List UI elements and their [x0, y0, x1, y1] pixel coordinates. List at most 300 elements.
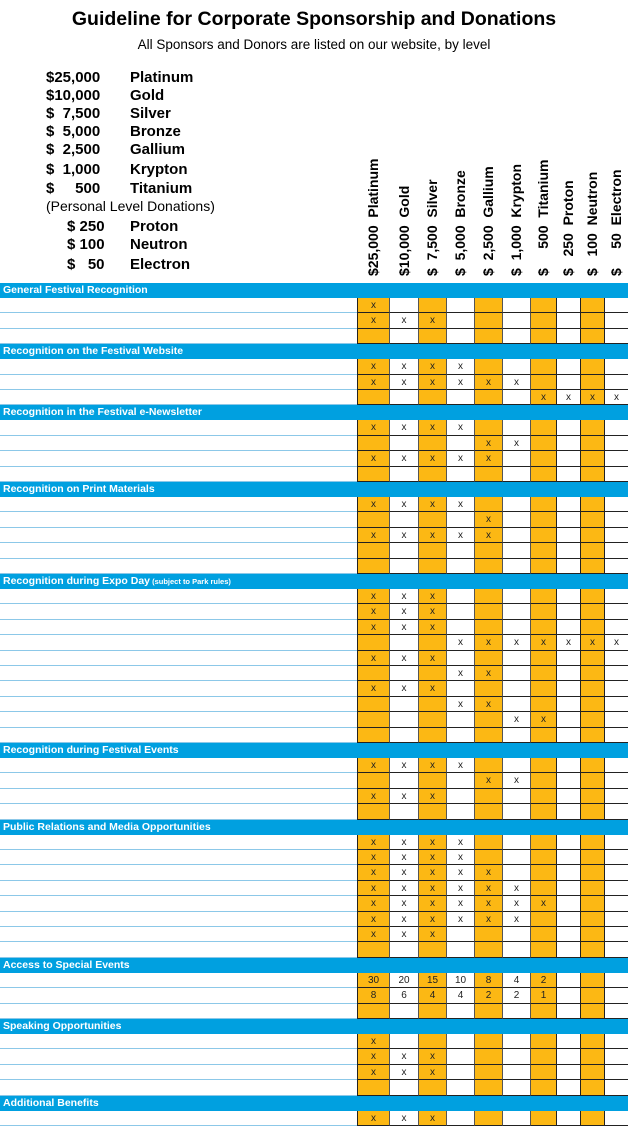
- table-cell: [357, 651, 389, 666]
- table-cell: [389, 773, 418, 788]
- table-cell: [446, 528, 474, 543]
- benefit-mark: x: [401, 882, 407, 894]
- table-cell: [418, 528, 446, 543]
- table-cell: [446, 865, 474, 880]
- table-cell: [357, 697, 389, 712]
- row-divider: [0, 772, 357, 773]
- table-cell: [502, 804, 530, 819]
- benefit-mark: x: [458, 836, 463, 848]
- table-cell: [580, 942, 604, 957]
- table-cell: [604, 988, 628, 1003]
- table-cell: [556, 728, 580, 743]
- table-cell: [604, 728, 628, 743]
- table-cell: [580, 620, 604, 635]
- table-cell: [357, 313, 389, 328]
- table-cell: [474, 666, 502, 681]
- row-divider: [0, 1079, 357, 1080]
- table-cell: [446, 666, 474, 681]
- table-cell: [474, 451, 502, 466]
- benefit-mark: x: [514, 437, 519, 449]
- table-cell: [556, 1049, 580, 1064]
- table-cell: [580, 451, 604, 466]
- table-cell: [389, 881, 418, 896]
- level-amount: $ 100: [67, 236, 105, 253]
- table-cell: [556, 1080, 580, 1095]
- benefit-mark: 4: [513, 974, 520, 986]
- table-cell: [418, 896, 446, 911]
- table-cell: [474, 1065, 502, 1080]
- table-cell: [446, 1004, 474, 1019]
- table-cell: [556, 436, 580, 451]
- benefit-mark: x: [514, 898, 519, 910]
- table-cell: [530, 666, 556, 681]
- row-divider: [0, 511, 357, 512]
- table-cell: [357, 420, 389, 435]
- table-cell: [357, 559, 389, 574]
- table-cell: [389, 728, 418, 743]
- table-cell: [556, 927, 580, 942]
- row-divider: [0, 788, 357, 789]
- benefit-mark: x: [371, 1036, 376, 1047]
- table-cell: [530, 773, 556, 788]
- table-cell: [418, 881, 446, 896]
- table-cell: [474, 697, 502, 712]
- table-cell: [357, 1080, 389, 1095]
- table-cell: [357, 543, 389, 558]
- table-cell: [530, 298, 556, 313]
- benefit-mark: x: [401, 621, 407, 633]
- table-cell: [556, 298, 580, 313]
- table-cell: [389, 390, 418, 405]
- table-cell: [446, 789, 474, 804]
- section-title: Recognition during Expo Day: [3, 575, 151, 587]
- table-cell: [474, 559, 502, 574]
- table-cell: [604, 543, 628, 558]
- table-cell: [604, 497, 628, 512]
- table-cell: [556, 451, 580, 466]
- table-cell: [389, 635, 418, 650]
- table-cell: [604, 298, 628, 313]
- table-cell: [446, 512, 474, 527]
- table-cell: [580, 697, 604, 712]
- table-cell: [556, 1004, 580, 1019]
- table-cell: [389, 543, 418, 558]
- benefit-mark: x: [401, 867, 407, 879]
- benefit-mark: x: [486, 882, 491, 894]
- table-cell: [446, 973, 474, 988]
- table-cell: [530, 927, 556, 942]
- table-cell: [530, 620, 556, 635]
- table-cell: [604, 467, 628, 482]
- benefit-mark: x: [590, 637, 595, 649]
- table-cell: [530, 420, 556, 435]
- benefit-mark: x: [371, 591, 376, 602]
- table-cell: [418, 512, 446, 527]
- table-cell: [580, 728, 604, 743]
- table-cell: [604, 528, 628, 543]
- section-header: [0, 958, 628, 973]
- table-cell: [580, 666, 604, 681]
- table-cell: [474, 436, 502, 451]
- table-cell: [556, 896, 580, 911]
- table-cell: [502, 313, 530, 328]
- table-cell: [357, 927, 389, 942]
- row-divider: [0, 542, 357, 543]
- benefit-mark: 4: [429, 990, 436, 1002]
- benefit-mark: x: [430, 913, 435, 925]
- benefit-mark: x: [371, 760, 376, 771]
- benefit-mark: x: [401, 376, 407, 388]
- table-cell: [418, 728, 446, 743]
- table-cell: [389, 329, 418, 344]
- benefit-mark: x: [458, 361, 463, 373]
- table-cell: [502, 329, 530, 344]
- benefit-mark: x: [430, 760, 435, 771]
- table-cell: [580, 436, 604, 451]
- column-header: $ 100 Neutron: [584, 171, 600, 276]
- table-cell: [418, 773, 446, 788]
- table-cell: [418, 988, 446, 1003]
- table-cell: [604, 835, 628, 850]
- benefit-mark: x: [371, 898, 376, 910]
- table-cell: [530, 835, 556, 850]
- table-cell: [389, 497, 418, 512]
- benefit-mark: x: [458, 668, 463, 679]
- table-cell: [502, 681, 530, 696]
- page-title: Guideline for Corporate Sponsorship and Donations: [71, 8, 557, 30]
- table-cell: [446, 1111, 474, 1126]
- table-cell: [357, 712, 389, 727]
- table-cell: [418, 1034, 446, 1049]
- table-cell: [446, 467, 474, 482]
- table-cell: [418, 1080, 446, 1095]
- table-cell: [530, 1065, 556, 1080]
- benefit-mark: x: [486, 529, 491, 541]
- table-cell: [357, 758, 389, 773]
- table-cell: [530, 543, 556, 558]
- table-cell: [418, 865, 446, 880]
- table-cell: [502, 651, 530, 666]
- table-cell: [604, 712, 628, 727]
- table-cell: [389, 359, 418, 374]
- benefit-mark: x: [430, 529, 435, 541]
- table-cell: [502, 758, 530, 773]
- table-cell: [556, 681, 580, 696]
- benefit-mark: x: [401, 929, 407, 940]
- table-cell: [418, 329, 446, 344]
- section-title: Additional Benefits: [3, 1096, 99, 1109]
- table-cell: [357, 1065, 389, 1080]
- table-cell: [446, 559, 474, 574]
- table-cell: [474, 313, 502, 328]
- row-divider: [0, 680, 357, 681]
- table-cell: [357, 804, 389, 819]
- section-title: Recognition during Festival Events: [3, 744, 179, 756]
- table-cell: [389, 988, 418, 1003]
- table-cell: [418, 497, 446, 512]
- table-cell: [389, 1111, 418, 1126]
- table-cell: [502, 973, 530, 988]
- table-cell: [474, 881, 502, 896]
- table-cell: [580, 865, 604, 880]
- benefit-mark: x: [514, 882, 519, 894]
- benefit-mark: x: [401, 606, 407, 618]
- benefit-mark: 15: [426, 974, 439, 986]
- table-cell: [474, 512, 502, 527]
- table-cell: [604, 912, 628, 927]
- table-cell: [446, 497, 474, 512]
- table-cell: [389, 1049, 418, 1064]
- table-cell: [530, 528, 556, 543]
- table-cell: [580, 543, 604, 558]
- table-cell: [556, 329, 580, 344]
- table-cell: [502, 1034, 530, 1049]
- table-cell: [389, 589, 418, 604]
- row-divider: [0, 895, 357, 896]
- row-divider: [0, 312, 357, 313]
- row-divider: [0, 926, 357, 927]
- benefit-mark: x: [371, 852, 376, 863]
- row-divider: [0, 1048, 357, 1049]
- table-cell: [556, 543, 580, 558]
- table-cell: [389, 835, 418, 850]
- table-cell: [556, 804, 580, 819]
- table-cell: [389, 451, 418, 466]
- table-cell: [604, 651, 628, 666]
- benefit-mark: x: [541, 898, 546, 910]
- benefit-mark: x: [486, 437, 491, 449]
- table-cell: [502, 420, 530, 435]
- table-cell: [530, 313, 556, 328]
- table-cell: [580, 604, 604, 619]
- table-cell: [418, 620, 446, 635]
- table-cell: [502, 1004, 530, 1019]
- table-cell: [418, 666, 446, 681]
- benefit-mark: x: [514, 775, 519, 787]
- benefit-mark: x: [614, 637, 619, 649]
- table-cell: [357, 881, 389, 896]
- table-cell: [556, 528, 580, 543]
- table-cell: [446, 390, 474, 405]
- table-cell: [580, 712, 604, 727]
- table-cell: [389, 420, 418, 435]
- table-cell: [446, 451, 474, 466]
- table-cell: [580, 1111, 604, 1126]
- table-cell: [580, 420, 604, 435]
- level-name: Bronze: [130, 123, 181, 140]
- page-subtitle: All Sponsors and Donors are listed on our website, by level: [137, 37, 491, 52]
- benefit-mark: x: [430, 929, 435, 940]
- level-name: Krypton: [130, 161, 188, 178]
- table-cell: [580, 589, 604, 604]
- table-cell: [418, 850, 446, 865]
- benefit-mark: x: [371, 499, 376, 510]
- table-cell: [556, 512, 580, 527]
- section-title-note: (subject to Park rules): [150, 577, 231, 586]
- table-cell: [502, 927, 530, 942]
- table-cell: [580, 681, 604, 696]
- table-cell: [418, 375, 446, 390]
- table-cell: [502, 512, 530, 527]
- table-cell: [530, 728, 556, 743]
- table-cell: [418, 681, 446, 696]
- table-cell: [604, 666, 628, 681]
- table-cell: [357, 728, 389, 743]
- level-amount: $ 1,000: [46, 161, 101, 178]
- table-cell: [389, 528, 418, 543]
- table-cell: [446, 850, 474, 865]
- benefit-mark: x: [458, 760, 463, 771]
- table-cell: [389, 620, 418, 635]
- table-cell: [474, 712, 502, 727]
- table-cell: [446, 912, 474, 927]
- table-cell: [604, 881, 628, 896]
- level-name: Neutron: [130, 236, 188, 253]
- table-cell: [580, 635, 604, 650]
- table-cell: [357, 451, 389, 466]
- table-cell: [604, 604, 628, 619]
- benefit-mark: x: [401, 1112, 407, 1124]
- table-cell: [418, 1111, 446, 1126]
- table-cell: [604, 865, 628, 880]
- table-cell: [389, 1065, 418, 1080]
- table-cell: [446, 604, 474, 619]
- table-cell: [418, 298, 446, 313]
- table-cell: [604, 635, 628, 650]
- table-cell: [580, 651, 604, 666]
- table-cell: [474, 528, 502, 543]
- table-cell: [418, 835, 446, 850]
- benefit-mark: x: [430, 361, 435, 373]
- table-cell: [446, 620, 474, 635]
- table-cell: [530, 896, 556, 911]
- table-cell: [418, 927, 446, 942]
- table-cell: [530, 635, 556, 650]
- benefit-mark: x: [486, 514, 491, 526]
- table-cell: [446, 988, 474, 1003]
- level-name: Proton: [130, 218, 179, 235]
- table-cell: [502, 912, 530, 927]
- benefit-mark: x: [371, 1112, 376, 1124]
- table-cell: [604, 359, 628, 374]
- table-cell: [580, 804, 604, 819]
- table-cell: [474, 865, 502, 880]
- benefit-mark: x: [371, 1051, 376, 1063]
- benefit-mark: x: [401, 852, 407, 863]
- table-cell: [580, 850, 604, 865]
- table-cell: [604, 436, 628, 451]
- benefit-mark: 8: [485, 974, 492, 986]
- section-title: Speaking Opportunities: [3, 1020, 122, 1032]
- table-cell: [580, 1049, 604, 1064]
- table-cell: [474, 1004, 502, 1019]
- benefit-mark: x: [486, 637, 491, 649]
- table-cell: [446, 1065, 474, 1080]
- table-cell: [474, 912, 502, 927]
- benefit-mark: x: [401, 453, 407, 465]
- table-cell: [357, 988, 389, 1003]
- table-cell: [530, 697, 556, 712]
- section-title: Recognition on the Festival Website: [3, 345, 184, 358]
- benefit-mark: x: [430, 790, 435, 802]
- table-cell: [604, 1080, 628, 1095]
- benefit-mark: x: [401, 422, 407, 434]
- table-cell: [530, 881, 556, 896]
- table-cell: [556, 988, 580, 1003]
- table-cell: [530, 789, 556, 804]
- section-header: [0, 820, 628, 835]
- table-cell: [580, 973, 604, 988]
- section-header: [0, 283, 628, 298]
- table-cell: [580, 1065, 604, 1080]
- benefit-mark: x: [458, 698, 463, 710]
- table-cell: [556, 635, 580, 650]
- table-cell: [389, 942, 418, 957]
- row-divider: [0, 634, 357, 635]
- section-header: [0, 482, 628, 497]
- benefit-mark: x: [371, 683, 376, 695]
- benefit-mark: x: [371, 867, 376, 879]
- benefit-mark: 10: [454, 974, 467, 986]
- table-cell: [502, 528, 530, 543]
- table-cell: [604, 773, 628, 788]
- table-cell: [446, 420, 474, 435]
- benefit-mark: x: [458, 882, 463, 894]
- table-cell: [446, 359, 474, 374]
- table-cell: [357, 467, 389, 482]
- table-cell: [418, 390, 446, 405]
- table-cell: [502, 1065, 530, 1080]
- benefit-mark: x: [401, 315, 407, 327]
- benefit-mark: x: [401, 1066, 407, 1078]
- benefit-mark: x: [430, 882, 435, 894]
- table-cell: [556, 835, 580, 850]
- benefit-mark: x: [514, 913, 519, 925]
- benefit-mark: 2: [485, 990, 492, 1002]
- table-cell: [556, 666, 580, 681]
- benefit-mark: x: [371, 606, 376, 618]
- section-header: [0, 405, 628, 420]
- table-cell: [389, 512, 418, 527]
- table-cell: [474, 620, 502, 635]
- table-cell: [474, 1080, 502, 1095]
- table-cell: [389, 758, 418, 773]
- section-header: [0, 344, 628, 359]
- table-cell: [556, 1034, 580, 1049]
- table-cell: [502, 896, 530, 911]
- column-header: $ 7,500 Silver: [424, 179, 440, 276]
- benefit-mark: x: [486, 775, 491, 787]
- section-title: Access to Special Events: [3, 958, 130, 971]
- benefit-mark: x: [371, 376, 376, 388]
- table-cell: [556, 973, 580, 988]
- table-cell: [502, 1080, 530, 1095]
- benefit-mark: x: [566, 392, 571, 403]
- table-cell: [556, 313, 580, 328]
- table-cell: [556, 865, 580, 880]
- benefit-mark: x: [458, 913, 463, 925]
- level-amount: $25,000: [46, 69, 101, 86]
- table-cell: [474, 988, 502, 1003]
- table-cell: [446, 313, 474, 328]
- table-cell: [530, 1111, 556, 1126]
- table-cell: [446, 681, 474, 696]
- level-name: Titanium: [130, 180, 193, 197]
- benefit-mark: x: [371, 422, 376, 434]
- row-divider: [0, 727, 357, 728]
- benefit-mark: x: [486, 698, 491, 710]
- table-cell: [357, 512, 389, 527]
